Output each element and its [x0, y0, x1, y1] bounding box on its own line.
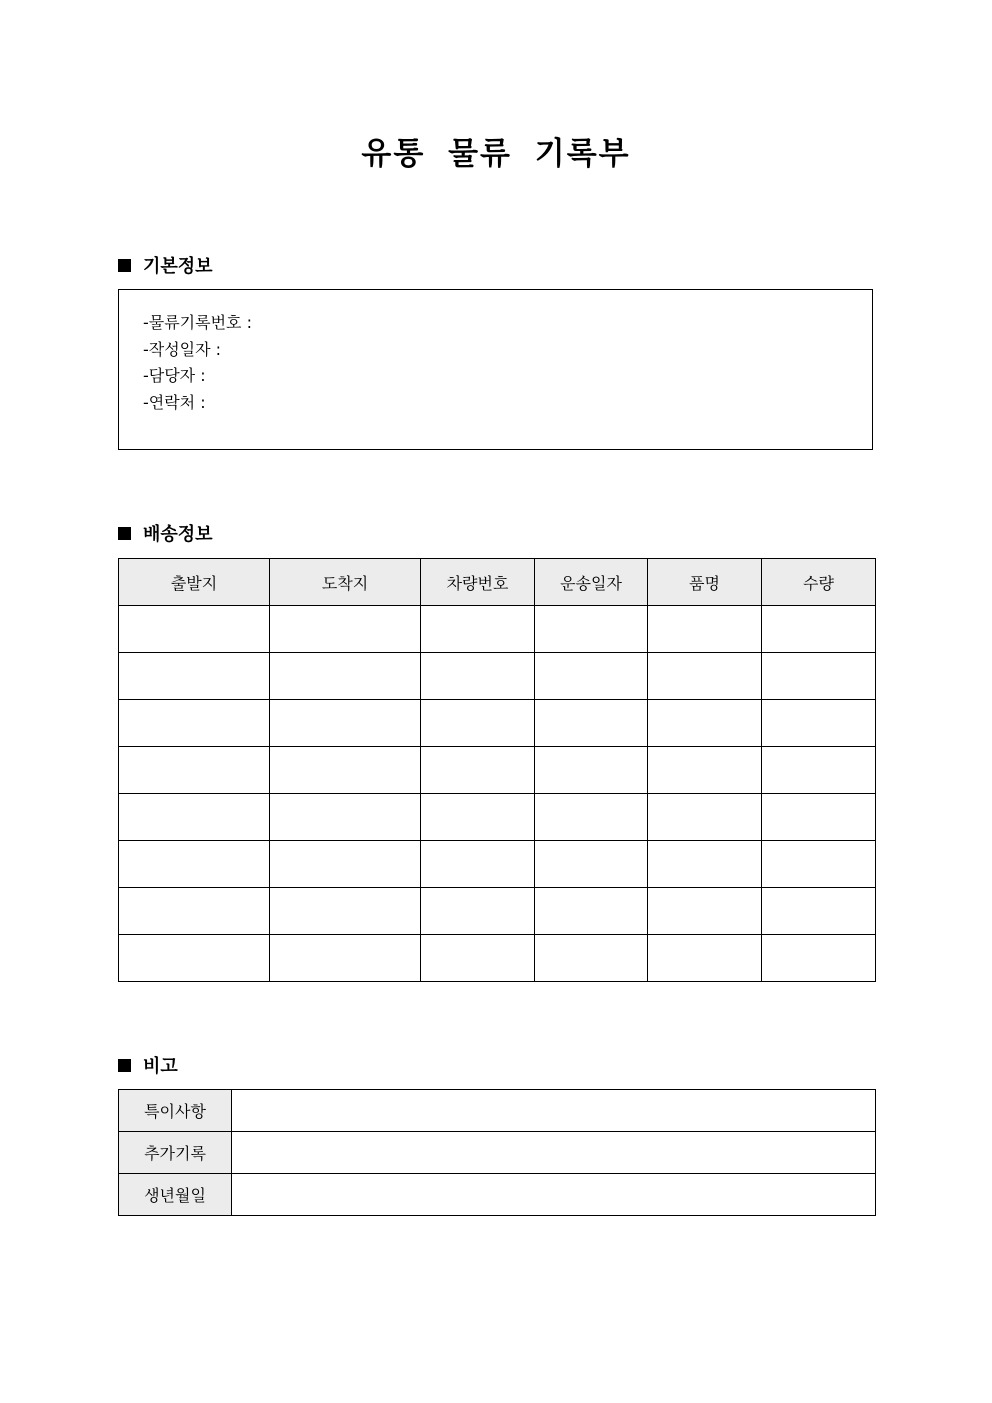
column-header-origin: 출발지: [119, 559, 270, 606]
column-header-vehicle-number: 차량번호: [421, 559, 535, 606]
table-cell[interactable]: [648, 700, 762, 747]
table-cell[interactable]: [648, 606, 762, 653]
table-cell[interactable]: [119, 747, 270, 794]
table-cell[interactable]: [762, 653, 876, 700]
table-cell[interactable]: [648, 794, 762, 841]
table-row: [119, 935, 876, 982]
table-cell[interactable]: [535, 935, 648, 982]
table-cell[interactable]: [119, 700, 270, 747]
column-header-shipping-date: 운송일자: [535, 559, 648, 606]
table-header-row: [119, 559, 876, 606]
table-cell[interactable]: [535, 747, 648, 794]
table-cell[interactable]: [762, 888, 876, 935]
column-header-quantity: 수량: [762, 559, 876, 606]
table-cell[interactable]: [270, 935, 421, 982]
column-header-destination: 도착지: [270, 559, 421, 606]
section-heading-basic-info: [118, 253, 213, 277]
note-label-additional: 추가기록: [119, 1132, 232, 1174]
table-cell[interactable]: [421, 935, 535, 982]
table-cell[interactable]: [762, 606, 876, 653]
table-cell[interactable]: [421, 794, 535, 841]
table-row: [119, 888, 876, 935]
basic-info-box: [118, 289, 873, 450]
table-row: [119, 700, 876, 747]
table-cell[interactable]: [648, 935, 762, 982]
table-row: [119, 747, 876, 794]
table-cell[interactable]: [421, 606, 535, 653]
table-cell[interactable]: [535, 700, 648, 747]
table-cell[interactable]: [648, 841, 762, 888]
note-value-special[interactable]: [232, 1090, 876, 1132]
table-cell[interactable]: [270, 747, 421, 794]
table-cell[interactable]: [119, 935, 270, 982]
table-cell[interactable]: [270, 653, 421, 700]
note-value-additional[interactable]: [232, 1132, 876, 1174]
section-heading-label: 기본정보: [143, 256, 213, 277]
record-number-field[interactable]: -물류기록번호 :: [143, 313, 252, 332]
table-cell[interactable]: [762, 747, 876, 794]
table-cell[interactable]: [270, 841, 421, 888]
table-cell[interactable]: [648, 653, 762, 700]
table-cell[interactable]: [535, 888, 648, 935]
table-cell[interactable]: [421, 653, 535, 700]
black-square-icon: [118, 1059, 131, 1072]
table-cell[interactable]: [421, 747, 535, 794]
table-cell[interactable]: [421, 888, 535, 935]
table-row: [119, 794, 876, 841]
table-cell[interactable]: [119, 794, 270, 841]
document-title: 유통 물류 기록부: [361, 136, 631, 172]
table-cell[interactable]: [762, 794, 876, 841]
table-cell[interactable]: [648, 888, 762, 935]
table-row: [119, 1132, 876, 1174]
table-cell[interactable]: [421, 841, 535, 888]
table-row: [119, 1174, 876, 1216]
table-cell[interactable]: [648, 747, 762, 794]
table-cell[interactable]: [270, 888, 421, 935]
notes-table: [118, 1089, 876, 1216]
table-cell[interactable]: [762, 700, 876, 747]
black-square-icon: [118, 527, 131, 540]
date-field[interactable]: -작성일자 :: [143, 339, 222, 359]
section-heading-notes: [118, 1053, 178, 1077]
table-cell[interactable]: [535, 841, 648, 888]
table-row: [119, 653, 876, 700]
note-label-birthdate: 생년월일: [119, 1174, 232, 1216]
manager-field[interactable]: -담당자 :: [143, 366, 206, 385]
table-cell[interactable]: [119, 653, 270, 700]
contact-field[interactable]: -연락처 :: [143, 392, 206, 412]
table-cell[interactable]: [762, 841, 876, 888]
table-cell[interactable]: [535, 653, 648, 700]
table-cell[interactable]: [119, 606, 270, 653]
table-cell[interactable]: [535, 794, 648, 841]
table-row: [119, 606, 876, 653]
note-value-birthdate[interactable]: [232, 1174, 876, 1216]
section-heading-label: 배송정보: [143, 524, 213, 545]
column-header-item-name: 품명: [648, 559, 762, 606]
section-heading-label: 비고: [143, 1056, 178, 1077]
shipping-table: [118, 558, 876, 982]
table-cell[interactable]: [270, 606, 421, 653]
table-row: [119, 841, 876, 888]
table-cell[interactable]: [535, 606, 648, 653]
section-heading-shipping: [118, 521, 213, 545]
table-row: [119, 1090, 876, 1132]
table-cell[interactable]: [119, 888, 270, 935]
black-square-icon: [118, 259, 131, 272]
table-cell[interactable]: [421, 700, 535, 747]
table-cell[interactable]: [270, 794, 421, 841]
table-cell[interactable]: [119, 841, 270, 888]
table-cell[interactable]: [270, 700, 421, 747]
table-cell[interactable]: [762, 935, 876, 982]
note-label-special: 특이사항: [119, 1090, 232, 1132]
